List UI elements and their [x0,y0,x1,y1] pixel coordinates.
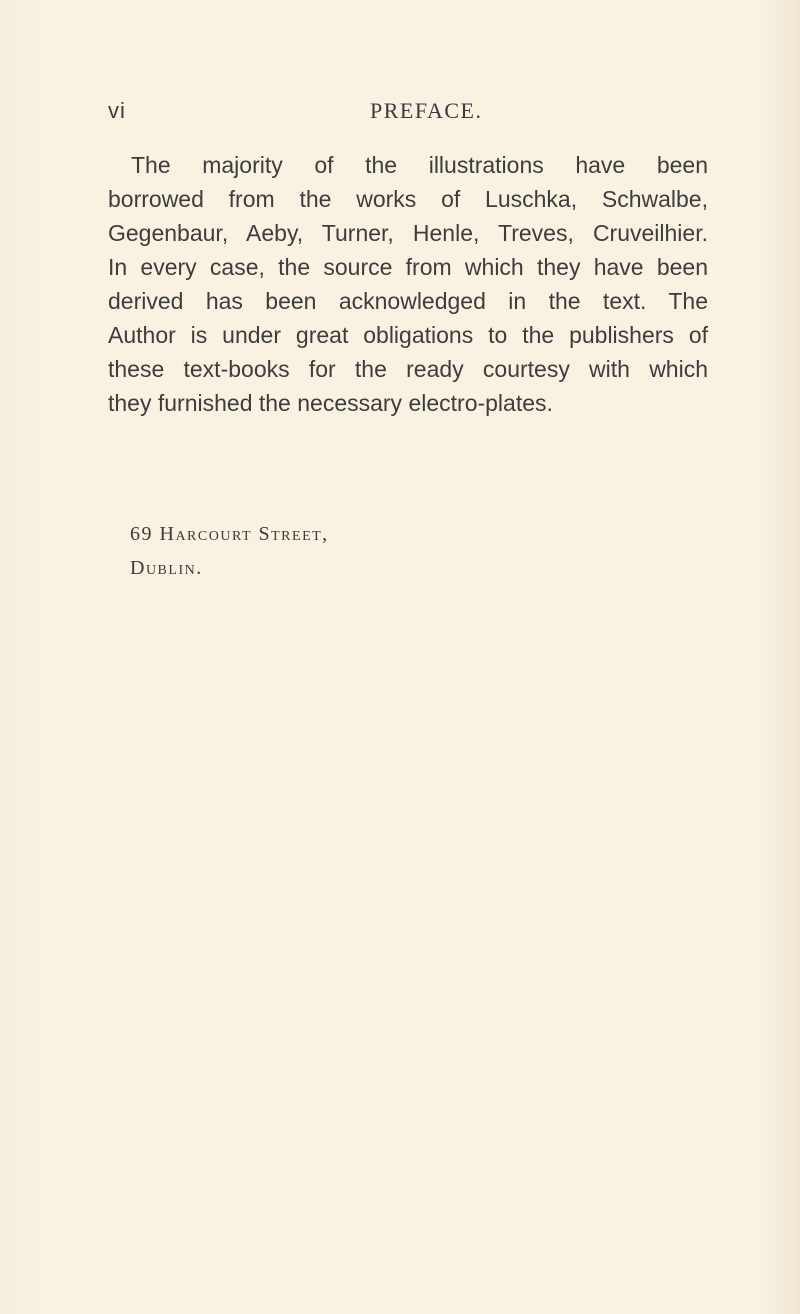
preface-paragraph [108,148,708,420]
paragraph-line: The majority of the illustrations have been [131,152,708,178]
paragraph-line: derived has been acknowledged in the text. The [108,288,708,314]
page-header [108,98,708,130]
city-name: Dublin. [130,557,203,579]
paragraph-line: Author is under great obligations to the publishers of [108,322,708,348]
running-head: PREFACE. [370,98,483,123]
street-address: 69 Harcourt Street, [130,523,329,545]
paragraph-line: Gegenbaur, Aeby, Turner, Henle, Treves, Cruveilhier. [108,220,708,246]
page-number: vi [108,98,126,123]
paragraph-line: borrowed from the works of Luschka, Schwalbe, [108,186,708,212]
paragraph-line: these text-books for the ready courtesy with which [108,356,708,382]
address-signoff [130,517,329,585]
paragraph-line: they furnished the necessary electro-plates. [108,390,553,416]
paragraph-line: In every case, the source from which they have been [108,254,708,280]
